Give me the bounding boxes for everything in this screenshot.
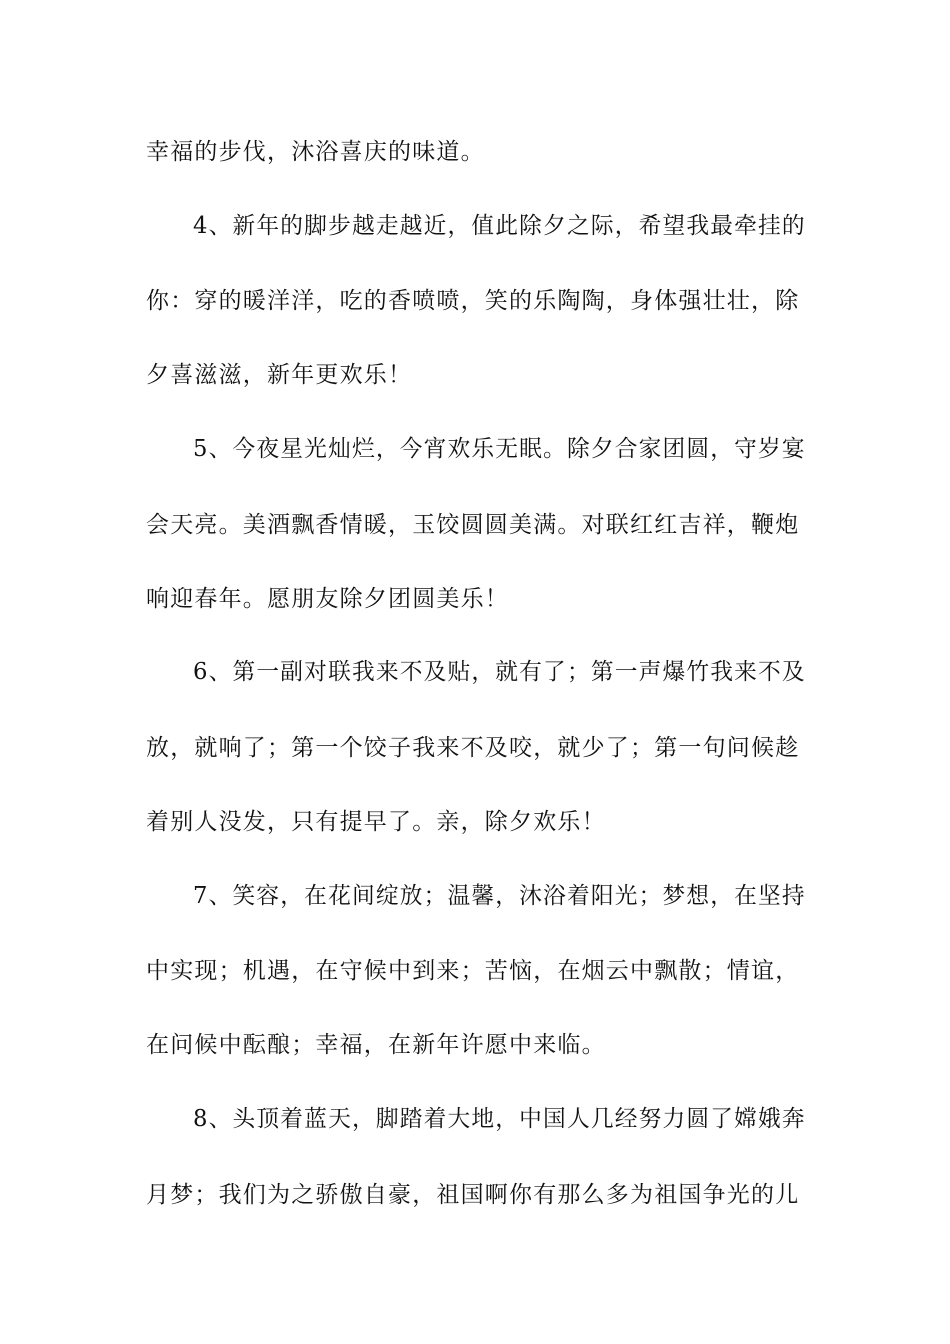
paragraph-5-line-3: 响迎春年。愿朋友除夕团圆美乐！: [146, 586, 509, 612]
paragraph-4-line-2: 你：穿的暖洋洋，吃的香喷喷，笑的乐陶陶，身体强壮壮，除: [146, 288, 800, 314]
paragraph-5-line-1: 5、今夜星光灿烂，今宵欢乐无眠。除夕合家团圆，守岁宴: [193, 436, 806, 462]
paragraph-6-line-2: 放，就响了；第一个饺子我来不及咬，就少了；第一句问候趁: [146, 735, 800, 761]
paragraph-6-line-1: 6、第一副对联我来不及贴，就有了；第一声爆竹我来不及: [193, 659, 806, 685]
paragraph-8-line-2: 月梦；我们为之骄傲自豪，祖国啊你有那么多为祖国争光的儿: [146, 1182, 800, 1208]
paragraph-4-line-3: 夕喜滋滋，新年更欢乐！: [146, 362, 413, 388]
paragraph-4-line-1: 4、新年的脚步越走越近，值此除夕之际，希望我最牵挂的: [193, 213, 806, 239]
paragraph-7-line-3: 在问候中酝酿；幸福，在新年许愿中来临。: [146, 1032, 606, 1058]
text-line: 幸福的步伐，沐浴喜庆的味道。: [146, 139, 485, 165]
paragraph-6-line-3: 着别人没发，只有提早了。亲，除夕欢乐！: [146, 809, 606, 835]
paragraph-7-line-1: 7、笑容，在花间绽放；温馨，沐浴着阳光；梦想，在坚持: [193, 883, 806, 909]
paragraph-8-line-1: 8、头顶着蓝天，脚踏着大地，中国人几经努力圆了嫦娥奔: [193, 1106, 806, 1132]
paragraph-7-line-2: 中实现；机遇，在守候中到来；苦恼，在烟云中飘散；情谊，: [146, 958, 800, 984]
paragraph-5-line-2: 会天亮。美酒飘香情暖，玉饺圆圆美满。对联红红吉祥，鞭炮: [146, 512, 800, 538]
